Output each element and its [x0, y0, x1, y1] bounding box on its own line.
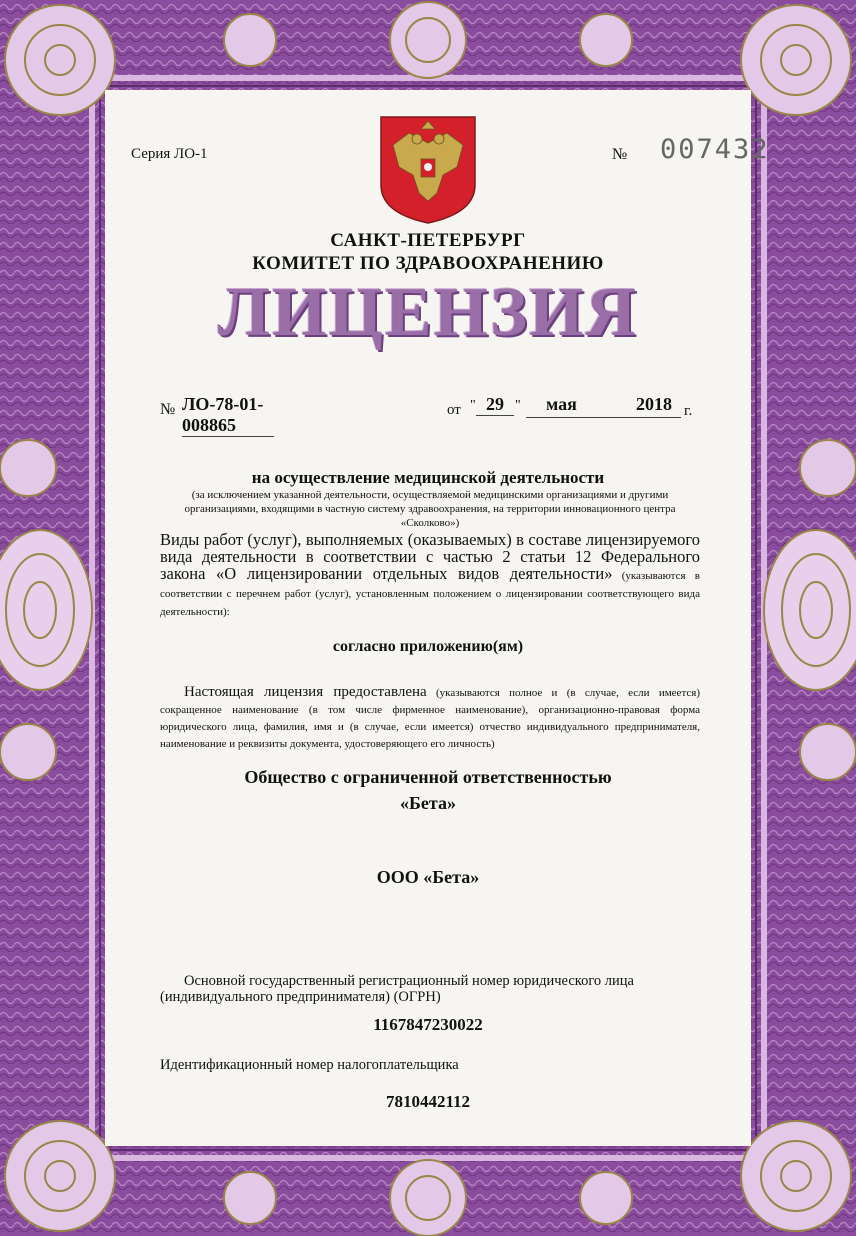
holder-short-name: ООО «Бета» — [376, 867, 480, 887]
ogrn-label-line2: (индивидуального предпринимателя) (ОГРН) — [160, 989, 441, 1005]
activity-note: (за исключением указанной деятельности, осуществляемой медицинскими организациями и другими организациями, входящими в частную систему здравоохранения, на территории инновационного центра «Сколково») — [184, 489, 676, 529]
date-underline — [526, 417, 681, 418]
license-number: ЛО-78-01-008865 — [182, 394, 274, 437]
coat-of-arms-icon — [379, 115, 477, 225]
license-day: 29 — [476, 394, 514, 416]
year-suffix: г. — [684, 403, 693, 419]
works-note: (указываются в соответствии с перечнем работ (услуг), установленным положением о лицензировании соответствующего вида деятельности): — [160, 570, 700, 618]
license-month: мая — [546, 394, 577, 414]
works-paragraph — [160, 531, 700, 619]
serial-number: 007432 — [660, 134, 770, 165]
quote-close: " — [515, 398, 521, 413]
works-value: согласно приложению(ям) — [332, 638, 524, 655]
works-text: Виды работ (услуг), выполняемых (оказываемых) в составе лицензируемого вида деятельности в соответствии с частью 2 статьи 12 Федерального закона «О лицензировании отдельных видов деятельности» — [160, 530, 700, 583]
issuer-city: САНКТ-ПЕТЕРБУРГ — [330, 230, 526, 251]
holder-intro: Настоящая лицензия предоставлена — [184, 684, 427, 700]
document-title: ЛИЦЕНЗИЯ — [217, 274, 639, 351]
issuer-committee: КОМИТЕТ ПО ЗДРАВООХРАНЕНИЮ — [252, 253, 604, 274]
holder-paragraph — [160, 684, 700, 753]
activity-title: на осуществление медицинской деятельности — [251, 468, 605, 487]
inn-value: 7810442112 — [385, 1092, 471, 1111]
quote-open: " — [470, 398, 476, 413]
date-prefix: от — [447, 402, 461, 418]
holder-full-name-line1: Общество с ограниченной ответственностью — [244, 767, 612, 787]
license-year: 2018 — [636, 394, 672, 414]
ogrn-value: 1167847230022 — [373, 1015, 483, 1034]
holder-full-name-line2: «Бета» — [400, 793, 456, 813]
series-label: Серия ЛО-1 — [131, 146, 208, 162]
ogrn-label-line1: Основной государственный регистрационный номер юридического лица — [184, 973, 634, 989]
holder-note: (указываются полное и (в случае, если имеется) сокращенное наименование (в том числе фирменное наименование), организационно-правовая форма юридического лица, фамилия, имя и (в случае, если имеется) отчество индивидуального предпринимателя, наименование и реквизиты документа, удостоверяющего его личность) — [160, 687, 700, 750]
serial-number-sign: № — [612, 146, 628, 163]
inn-label: Идентификационный номер налогоплательщика — [160, 1057, 459, 1073]
license-number-sign: № — [160, 401, 176, 418]
